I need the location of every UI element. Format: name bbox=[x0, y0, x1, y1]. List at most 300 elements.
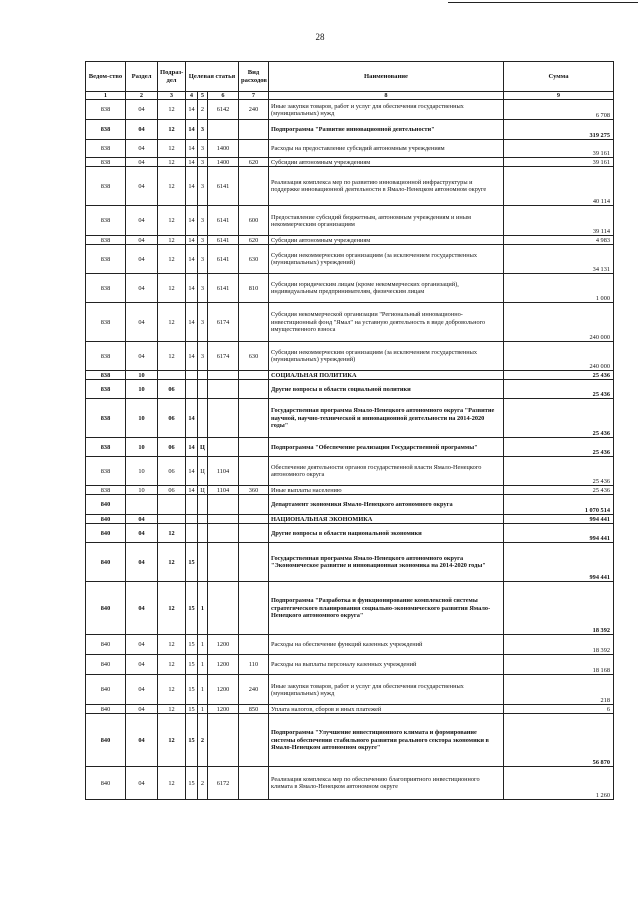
cell-vid: 630 bbox=[239, 245, 269, 274]
cell-article: 6174 bbox=[208, 342, 239, 371]
col-header-ved: Ведом-ство bbox=[86, 62, 126, 92]
table-row bbox=[86, 705, 614, 714]
cell-vid: 360 bbox=[239, 486, 269, 495]
cell-ved: 840 bbox=[86, 515, 126, 524]
cell-subprogram: 2 bbox=[198, 714, 208, 767]
top-rule bbox=[448, 2, 638, 3]
cell-vid bbox=[239, 635, 269, 655]
col-number: 2 bbox=[126, 92, 158, 100]
cell-sum: 240 000 bbox=[504, 342, 614, 371]
cell-article bbox=[208, 120, 239, 140]
cell-name: Государственная программа Ямало-Ненецкого автономного округа "Экономическое развитие и инновационная экономика на 2014-2020 годы" bbox=[269, 543, 504, 582]
table-row bbox=[86, 399, 614, 438]
cell-subprogram: 3 bbox=[198, 120, 208, 140]
cell-subprogram: 1 bbox=[198, 635, 208, 655]
cell-podrazdel: 06 bbox=[158, 399, 186, 438]
table-row bbox=[86, 274, 614, 303]
cell-name: Подпрограмма "Разработка и функционирование комплексной системы стратегического планирования социально-экономического развития Ямало-Ненецкого автономного округа" bbox=[269, 582, 504, 635]
cell-article bbox=[208, 371, 239, 380]
table-row bbox=[86, 457, 614, 486]
table-row bbox=[86, 495, 614, 515]
cell-sum: 240 000 bbox=[504, 303, 614, 342]
cell-razdel: 04 bbox=[126, 635, 158, 655]
cell-program: 14 bbox=[186, 342, 198, 371]
cell-subprogram: Ц bbox=[198, 486, 208, 495]
cell-podrazdel: 12 bbox=[158, 524, 186, 543]
cell-program: 15 bbox=[186, 675, 198, 705]
cell-program: 14 bbox=[186, 206, 198, 236]
cell-program: 15 bbox=[186, 635, 198, 655]
cell-program: 14 bbox=[186, 274, 198, 303]
cell-vid bbox=[239, 120, 269, 140]
cell-sum: 1 070 514 bbox=[504, 495, 614, 515]
col-number: 7 bbox=[239, 92, 269, 100]
cell-sum: 994 441 bbox=[504, 515, 614, 524]
cell-razdel: 04 bbox=[126, 675, 158, 705]
cell-sum: 319 275 bbox=[504, 120, 614, 140]
cell-sum: 39 161 bbox=[504, 158, 614, 167]
cell-subprogram: 3 bbox=[198, 303, 208, 342]
cell-ved: 840 bbox=[86, 705, 126, 714]
cell-razdel: 04 bbox=[126, 236, 158, 245]
table-row bbox=[86, 714, 614, 767]
cell-vid: 600 bbox=[239, 206, 269, 236]
cell-podrazdel: 12 bbox=[158, 767, 186, 800]
cell-podrazdel: 12 bbox=[158, 120, 186, 140]
cell-ved: 840 bbox=[86, 767, 126, 800]
col-number: 3 bbox=[158, 92, 186, 100]
cell-name: НАЦИОНАЛЬНАЯ ЭКОНОМИКА bbox=[269, 515, 504, 524]
cell-name: Реализация комплекса мер по развитию инновационной инфраструктуры и поддержке инновационной деятельности в Ямало-Ненецком автономном округе bbox=[269, 167, 504, 206]
cell-program: 14 bbox=[186, 100, 198, 120]
table-row bbox=[86, 206, 614, 236]
cell-podrazdel: 12 bbox=[158, 543, 186, 582]
table-row bbox=[86, 120, 614, 140]
col-number: 8 bbox=[269, 92, 504, 100]
cell-article: 1400 bbox=[208, 158, 239, 167]
cell-vid: 110 bbox=[239, 655, 269, 675]
cell-sum: 25 436 bbox=[504, 438, 614, 457]
cell-article bbox=[208, 582, 239, 635]
cell-podrazdel: 12 bbox=[158, 158, 186, 167]
cell-subprogram: Ц bbox=[198, 438, 208, 457]
table-row bbox=[86, 438, 614, 457]
cell-razdel: 04 bbox=[126, 655, 158, 675]
cell-razdel: 04 bbox=[126, 543, 158, 582]
table-row bbox=[86, 655, 614, 675]
cell-article bbox=[208, 543, 239, 582]
cell-subprogram: 3 bbox=[198, 158, 208, 167]
cell-sum: 18 392 bbox=[504, 582, 614, 635]
cell-name: Подпрограмма "Развитие инновационной деятельности" bbox=[269, 120, 504, 140]
cell-article: 1104 bbox=[208, 486, 239, 495]
cell-podrazdel: 06 bbox=[158, 380, 186, 399]
cell-sum: 39 114 bbox=[504, 206, 614, 236]
cell-program bbox=[186, 495, 198, 515]
cell-sum: 1 260 bbox=[504, 767, 614, 800]
table-row bbox=[86, 371, 614, 380]
cell-razdel: 04 bbox=[126, 206, 158, 236]
cell-razdel bbox=[126, 495, 158, 515]
cell-subprogram: 3 bbox=[198, 342, 208, 371]
cell-sum: 25 436 bbox=[504, 486, 614, 495]
cell-ved: 840 bbox=[86, 675, 126, 705]
table-row bbox=[86, 245, 614, 274]
cell-ved: 838 bbox=[86, 371, 126, 380]
cell-subprogram: 3 bbox=[198, 274, 208, 303]
cell-ved: 838 bbox=[86, 380, 126, 399]
col-header-sum: Сумма bbox=[504, 62, 614, 92]
cell-vid bbox=[239, 380, 269, 399]
cell-razdel: 04 bbox=[126, 767, 158, 800]
cell-ved: 840 bbox=[86, 635, 126, 655]
cell-subprogram: 2 bbox=[198, 100, 208, 120]
cell-name: Расходы на выплаты персоналу казенных учреждений bbox=[269, 655, 504, 675]
cell-razdel: 04 bbox=[126, 274, 158, 303]
cell-razdel: 04 bbox=[126, 342, 158, 371]
cell-vid: 620 bbox=[239, 236, 269, 245]
cell-program: 14 bbox=[186, 140, 198, 158]
cell-vid bbox=[239, 515, 269, 524]
cell-vid: 240 bbox=[239, 675, 269, 705]
cell-subprogram: 1 bbox=[198, 705, 208, 714]
cell-name: Субсидии юридическим лицам (кроме некоммерческих организаций), индивидуальным предпринимателям, физическим лицам bbox=[269, 274, 504, 303]
cell-name: Иные выплаты населению bbox=[269, 486, 504, 495]
cell-ved: 838 bbox=[86, 438, 126, 457]
col-number: 9 bbox=[504, 92, 614, 100]
cell-article: 6142 bbox=[208, 100, 239, 120]
cell-razdel: 10 bbox=[126, 371, 158, 380]
cell-podrazdel: 12 bbox=[158, 714, 186, 767]
cell-article bbox=[208, 524, 239, 543]
cell-name: Расходы на обеспечение функций казенных учреждений bbox=[269, 635, 504, 655]
cell-vid bbox=[239, 399, 269, 438]
cell-ved: 838 bbox=[86, 140, 126, 158]
cell-ved: 840 bbox=[86, 582, 126, 635]
cell-sum: 18 392 bbox=[504, 635, 614, 655]
cell-program: 15 bbox=[186, 543, 198, 582]
cell-name: Подпрограмма "Обеспечение реализации Государственной программы" bbox=[269, 438, 504, 457]
cell-article: 1200 bbox=[208, 705, 239, 714]
cell-subprogram: 3 bbox=[198, 167, 208, 206]
cell-sum: 39 161 bbox=[504, 140, 614, 158]
col-header-podrazdel: Подраз-дел bbox=[158, 62, 186, 92]
cell-name: Расходы на предоставление субсидий автономным учреждениям bbox=[269, 140, 504, 158]
cell-sum: 40 114 bbox=[504, 167, 614, 206]
cell-ved: 840 bbox=[86, 655, 126, 675]
cell-article: 6172 bbox=[208, 767, 239, 800]
cell-ved: 838 bbox=[86, 158, 126, 167]
cell-ved: 840 bbox=[86, 714, 126, 767]
cell-podrazdel: 12 bbox=[158, 140, 186, 158]
cell-ved: 840 bbox=[86, 524, 126, 543]
cell-name: Субсидии некоммерческим организациям (за исключением государственных (муниципальных) учреждений) bbox=[269, 342, 504, 371]
cell-subprogram bbox=[198, 543, 208, 582]
cell-vid bbox=[239, 714, 269, 767]
cell-vid bbox=[239, 524, 269, 543]
cell-ved: 840 bbox=[86, 495, 126, 515]
cell-vid bbox=[239, 167, 269, 206]
cell-podrazdel: 12 bbox=[158, 303, 186, 342]
cell-ved: 838 bbox=[86, 342, 126, 371]
col-number: 1 bbox=[86, 92, 126, 100]
cell-razdel: 04 bbox=[126, 140, 158, 158]
cell-name: Реализация комплекса мер по обеспечению благоприятного инвестиционного климата в Ямало-Ненецком автономном округе bbox=[269, 767, 504, 800]
cell-article bbox=[208, 380, 239, 399]
table-row bbox=[86, 100, 614, 120]
cell-name: Другие вопросы в области национальной экономики bbox=[269, 524, 504, 543]
table-row bbox=[86, 582, 614, 635]
table-row bbox=[86, 675, 614, 705]
cell-podrazdel: 12 bbox=[158, 245, 186, 274]
cell-vid bbox=[239, 582, 269, 635]
cell-vid: 630 bbox=[239, 342, 269, 371]
cell-subprogram: 1 bbox=[198, 675, 208, 705]
cell-subprogram: 2 bbox=[198, 767, 208, 800]
cell-sum: 34 131 bbox=[504, 245, 614, 274]
cell-ved: 840 bbox=[86, 543, 126, 582]
cell-program: 14 bbox=[186, 399, 198, 438]
cell-razdel: 10 bbox=[126, 457, 158, 486]
cell-program: 15 bbox=[186, 705, 198, 714]
cell-vid bbox=[239, 140, 269, 158]
page-number: 28 bbox=[315, 32, 325, 42]
cell-sum: 25 436 bbox=[504, 371, 614, 380]
table-body bbox=[86, 100, 614, 800]
table-row bbox=[86, 158, 614, 167]
cell-vid: 850 bbox=[239, 705, 269, 714]
cell-razdel: 04 bbox=[126, 167, 158, 206]
cell-podrazdel: 12 bbox=[158, 206, 186, 236]
cell-name: Уплата налогов, сборов и иных платежей bbox=[269, 705, 504, 714]
cell-vid bbox=[239, 371, 269, 380]
cell-vid bbox=[239, 495, 269, 515]
cell-sum: 994 441 bbox=[504, 543, 614, 582]
cell-ved: 838 bbox=[86, 236, 126, 245]
cell-podrazdel bbox=[158, 495, 186, 515]
cell-article bbox=[208, 714, 239, 767]
table-row bbox=[86, 380, 614, 399]
cell-subprogram: Ц bbox=[198, 457, 208, 486]
cell-razdel: 04 bbox=[126, 705, 158, 714]
cell-sum: 1 000 bbox=[504, 274, 614, 303]
cell-razdel: 04 bbox=[126, 245, 158, 274]
cell-article: 6141 bbox=[208, 245, 239, 274]
col-header-razdel: Раздел bbox=[126, 62, 158, 92]
cell-sum: 56 870 bbox=[504, 714, 614, 767]
cell-program: 15 bbox=[186, 714, 198, 767]
cell-article bbox=[208, 438, 239, 457]
cell-name: Обеспечение деятельности органов государственной власти Ямало-Ненецкого автономного округа bbox=[269, 457, 504, 486]
cell-name: Другие вопросы в области социальной политики bbox=[269, 380, 504, 399]
table-row bbox=[86, 767, 614, 800]
cell-program: 14 bbox=[186, 158, 198, 167]
cell-vid bbox=[239, 303, 269, 342]
cell-vid: 620 bbox=[239, 158, 269, 167]
cell-podrazdel bbox=[158, 371, 186, 380]
table-row bbox=[86, 515, 614, 524]
col-header-celevaya: Целевая статья bbox=[186, 62, 239, 92]
cell-podrazdel: 06 bbox=[158, 457, 186, 486]
cell-sum: 25 436 bbox=[504, 457, 614, 486]
cell-name: Субсидии некоммерческим организациям (за исключением государственных (муниципальных) учреждений) bbox=[269, 245, 504, 274]
table-row bbox=[86, 342, 614, 371]
cell-article: 6141 bbox=[208, 167, 239, 206]
cell-podrazdel: 12 bbox=[158, 236, 186, 245]
cell-name: Субсидия некоммерческой организации "Региональный инновационно-инвестиционный фонд "Ямал" на уставную деятельность в виде добровольного имущественного взноса bbox=[269, 303, 504, 342]
cell-subprogram: 3 bbox=[198, 236, 208, 245]
cell-podrazdel: 06 bbox=[158, 486, 186, 495]
cell-vid: 810 bbox=[239, 274, 269, 303]
cell-program: 14 bbox=[186, 486, 198, 495]
cell-article: 1400 bbox=[208, 140, 239, 158]
cell-podrazdel bbox=[158, 515, 186, 524]
cell-subprogram bbox=[198, 515, 208, 524]
table-row bbox=[86, 236, 614, 245]
cell-sum: 25 436 bbox=[504, 380, 614, 399]
cell-program: 14 bbox=[186, 438, 198, 457]
cell-program: 14 bbox=[186, 303, 198, 342]
cell-program: 14 bbox=[186, 167, 198, 206]
cell-program: 14 bbox=[186, 457, 198, 486]
cell-article: 6141 bbox=[208, 274, 239, 303]
cell-razdel: 04 bbox=[126, 303, 158, 342]
cell-program bbox=[186, 515, 198, 524]
cell-article bbox=[208, 399, 239, 438]
table-row bbox=[86, 167, 614, 206]
cell-ved: 838 bbox=[86, 120, 126, 140]
cell-name: Подпрограмма "Улучшение инвестиционного климата и формирование системы обеспечения стабильного развития реального сектора экономики в Ямало-Ненецком автономном округе" bbox=[269, 714, 504, 767]
cell-subprogram bbox=[198, 399, 208, 438]
cell-article: 1200 bbox=[208, 675, 239, 705]
cell-program: 14 bbox=[186, 120, 198, 140]
cell-podrazdel: 12 bbox=[158, 635, 186, 655]
cell-razdel: 04 bbox=[126, 714, 158, 767]
cell-subprogram: 3 bbox=[198, 206, 208, 236]
cell-vid bbox=[239, 543, 269, 582]
cell-name: Иные закупки товаров, работ и услуг для обеспечения государственных (муниципальных) нужд bbox=[269, 100, 504, 120]
cell-ved: 838 bbox=[86, 274, 126, 303]
cell-podrazdel: 12 bbox=[158, 655, 186, 675]
cell-article: 1200 bbox=[208, 655, 239, 675]
cell-subprogram: 3 bbox=[198, 140, 208, 158]
cell-razdel: 10 bbox=[126, 399, 158, 438]
cell-podrazdel: 06 bbox=[158, 438, 186, 457]
cell-sum: 994 441 bbox=[504, 524, 614, 543]
cell-podrazdel: 12 bbox=[158, 705, 186, 714]
cell-name: Государственная программа Ямало-Ненецкого автономного округа "Развитие научной, научно-технической и инновационной деятельности на 2014-2020 годы" bbox=[269, 399, 504, 438]
cell-subprogram bbox=[198, 371, 208, 380]
cell-razdel: 10 bbox=[126, 438, 158, 457]
cell-razdel: 04 bbox=[126, 515, 158, 524]
cell-subprogram bbox=[198, 380, 208, 399]
cell-razdel: 04 bbox=[126, 524, 158, 543]
cell-name: Субсидии автономным учреждениям bbox=[269, 158, 504, 167]
cell-program: 15 bbox=[186, 582, 198, 635]
cell-vid bbox=[239, 438, 269, 457]
cell-program bbox=[186, 380, 198, 399]
cell-sum: 218 bbox=[504, 675, 614, 705]
col-header-vid: Вид расходов bbox=[239, 62, 269, 92]
cell-article: 6141 bbox=[208, 236, 239, 245]
cell-subprogram: 3 bbox=[198, 245, 208, 274]
cell-vid: 240 bbox=[239, 100, 269, 120]
cell-subprogram: 1 bbox=[198, 655, 208, 675]
cell-vid bbox=[239, 457, 269, 486]
cell-razdel: 04 bbox=[126, 100, 158, 120]
cell-article: 6174 bbox=[208, 303, 239, 342]
cell-subprogram bbox=[198, 495, 208, 515]
cell-podrazdel: 12 bbox=[158, 342, 186, 371]
cell-article: 1104 bbox=[208, 457, 239, 486]
cell-vid bbox=[239, 767, 269, 800]
table-row bbox=[86, 303, 614, 342]
cell-razdel: 04 bbox=[126, 120, 158, 140]
cell-article bbox=[208, 515, 239, 524]
header-row bbox=[86, 62, 614, 92]
col-header-name: Наименование bbox=[269, 62, 504, 92]
cell-article bbox=[208, 495, 239, 515]
cell-program: 15 bbox=[186, 655, 198, 675]
col-number: 6 bbox=[208, 92, 239, 100]
cell-ved: 838 bbox=[86, 100, 126, 120]
cell-name: СОЦИАЛЬНАЯ ПОЛИТИКА bbox=[269, 371, 504, 380]
cell-name: Иные закупки товаров, работ и услуг для обеспечения государственных (муниципальных) нужд bbox=[269, 675, 504, 705]
table-row bbox=[86, 524, 614, 543]
cell-ved: 838 bbox=[86, 457, 126, 486]
cell-ved: 838 bbox=[86, 303, 126, 342]
table-row bbox=[86, 543, 614, 582]
cell-razdel: 04 bbox=[126, 158, 158, 167]
cell-podrazdel: 12 bbox=[158, 675, 186, 705]
cell-sum: 4 983 bbox=[504, 236, 614, 245]
cell-ved: 838 bbox=[86, 206, 126, 236]
cell-article: 1200 bbox=[208, 635, 239, 655]
cell-subprogram bbox=[198, 524, 208, 543]
cell-name: Департамент экономики Ямало-Ненецкого автономного округа bbox=[269, 495, 504, 515]
cell-program: 14 bbox=[186, 245, 198, 274]
table-row bbox=[86, 486, 614, 495]
cell-ved: 838 bbox=[86, 399, 126, 438]
cell-sum: 6 bbox=[504, 705, 614, 714]
cell-razdel: 10 bbox=[126, 486, 158, 495]
cell-sum: 18 168 bbox=[504, 655, 614, 675]
cell-ved: 838 bbox=[86, 167, 126, 206]
cell-ved: 838 bbox=[86, 486, 126, 495]
cell-sum: 6 708 bbox=[504, 100, 614, 120]
cell-name: Субсидии автономным учреждениям bbox=[269, 236, 504, 245]
col-number: 4 bbox=[186, 92, 198, 100]
budget-table bbox=[85, 61, 614, 800]
cell-program bbox=[186, 371, 198, 380]
cell-podrazdel: 12 bbox=[158, 274, 186, 303]
cell-program: 15 bbox=[186, 767, 198, 800]
col-number: 5 bbox=[198, 92, 208, 100]
cell-podrazdel: 12 bbox=[158, 582, 186, 635]
cell-podrazdel: 12 bbox=[158, 100, 186, 120]
cell-program: 14 bbox=[186, 236, 198, 245]
table-row bbox=[86, 140, 614, 158]
cell-program bbox=[186, 524, 198, 543]
cell-razdel: 04 bbox=[126, 582, 158, 635]
cell-article: 6141 bbox=[208, 206, 239, 236]
table-row bbox=[86, 635, 614, 655]
cell-name: Предоставление субсидий бюджетным, автономным учреждениям и иным некоммерческим организациям bbox=[269, 206, 504, 236]
cell-subprogram: 1 bbox=[198, 582, 208, 635]
column-number-row bbox=[86, 92, 614, 100]
cell-ved: 838 bbox=[86, 245, 126, 274]
cell-sum: 25 436 bbox=[504, 399, 614, 438]
